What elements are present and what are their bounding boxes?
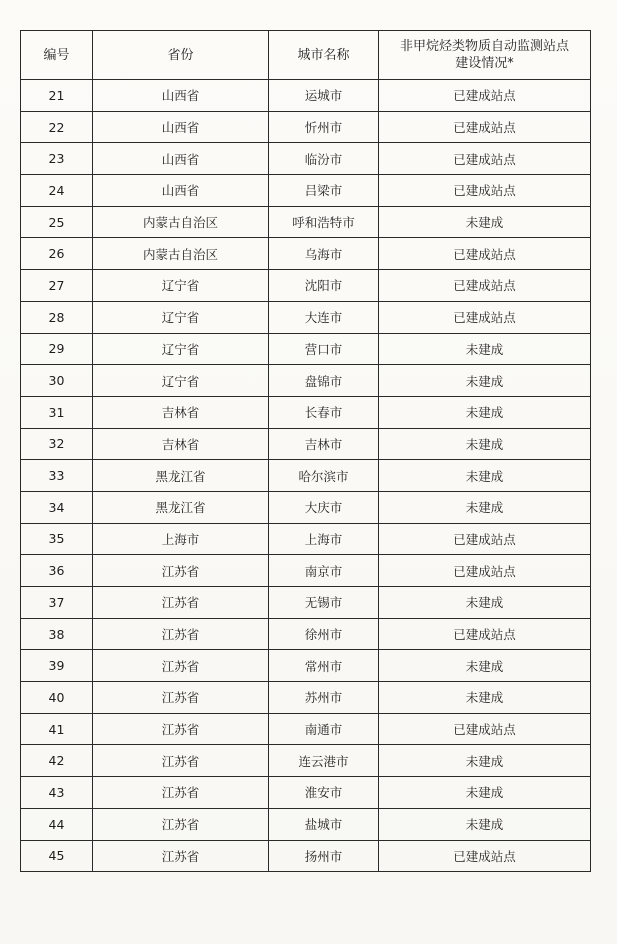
row-province-cell: 山西省 <box>93 80 269 112</box>
row-no-cell: 34 <box>21 491 93 523</box>
table-row <box>21 682 591 714</box>
table-row <box>21 745 591 777</box>
row-city-cell: 盐城市 <box>269 808 379 840</box>
table-row <box>21 491 591 523</box>
row-status-cell: 未建成 <box>379 365 591 397</box>
row-status-cell: 已建成站点 <box>379 80 591 112</box>
table-row <box>21 396 591 428</box>
row-no-cell: 35 <box>21 523 93 555</box>
row-status-cell: 未建成 <box>379 682 591 714</box>
row-city-cell: 营口市 <box>269 333 379 365</box>
header-city: 城市名称 <box>269 31 379 80</box>
row-province-cell: 江苏省 <box>93 745 269 777</box>
row-province-cell: 辽宁省 <box>93 365 269 397</box>
row-no-cell: 23 <box>21 143 93 175</box>
row-no-cell: 25 <box>21 206 93 238</box>
row-status-cell: 未建成 <box>379 777 591 809</box>
row-no-cell: 28 <box>21 301 93 333</box>
row-city-cell: 呼和浩特市 <box>269 206 379 238</box>
row-province-cell: 江苏省 <box>93 713 269 745</box>
row-status-cell: 未建成 <box>379 428 591 460</box>
row-city-cell: 大庆市 <box>269 491 379 523</box>
header-status <box>379 31 591 80</box>
row-status-cell: 未建成 <box>379 745 591 777</box>
row-status-cell: 未建成 <box>379 333 591 365</box>
row-province-cell: 辽宁省 <box>93 270 269 302</box>
row-city-cell: 徐州市 <box>269 618 379 650</box>
row-city-cell: 吕梁市 <box>269 175 379 207</box>
header-row <box>21 31 591 80</box>
row-no-cell: 36 <box>21 555 93 587</box>
row-city-cell: 临汾市 <box>269 143 379 175</box>
table-row <box>21 840 591 872</box>
row-no-cell: 24 <box>21 175 93 207</box>
row-no-cell: 30 <box>21 365 93 397</box>
row-status-cell: 未建成 <box>379 460 591 492</box>
table-row <box>21 270 591 302</box>
table-row <box>21 175 591 207</box>
row-no-cell: 29 <box>21 333 93 365</box>
table-body <box>21 80 591 872</box>
row-city-cell: 常州市 <box>269 650 379 682</box>
table-row <box>21 238 591 270</box>
row-province-cell: 山西省 <box>93 175 269 207</box>
row-city-cell: 盘锦市 <box>269 365 379 397</box>
table-row <box>21 143 591 175</box>
table-row <box>21 111 591 143</box>
row-no-cell: 37 <box>21 587 93 619</box>
row-status-cell: 未建成 <box>379 650 591 682</box>
row-no-cell: 40 <box>21 682 93 714</box>
row-city-cell: 扬州市 <box>269 840 379 872</box>
row-city-cell: 南京市 <box>269 555 379 587</box>
row-city-cell: 苏州市 <box>269 682 379 714</box>
table-row <box>21 650 591 682</box>
row-province-cell: 江苏省 <box>93 555 269 587</box>
row-province-cell: 山西省 <box>93 143 269 175</box>
row-province-cell: 上海市 <box>93 523 269 555</box>
row-province-cell: 内蒙古自治区 <box>93 238 269 270</box>
row-city-cell: 无锡市 <box>269 587 379 619</box>
row-status-cell: 已建成站点 <box>379 238 591 270</box>
row-city-cell: 大连市 <box>269 301 379 333</box>
row-status-cell: 已建成站点 <box>379 301 591 333</box>
row-province-cell: 山西省 <box>93 111 269 143</box>
row-no-cell: 22 <box>21 111 93 143</box>
row-status-cell: 已建成站点 <box>379 523 591 555</box>
row-status-cell: 已建成站点 <box>379 270 591 302</box>
row-no-cell: 44 <box>21 808 93 840</box>
row-status-cell: 已建成站点 <box>379 175 591 207</box>
row-status-cell: 未建成 <box>379 396 591 428</box>
row-no-cell: 32 <box>21 428 93 460</box>
table-row <box>21 618 591 650</box>
row-city-cell: 上海市 <box>269 523 379 555</box>
row-province-cell: 江苏省 <box>93 650 269 682</box>
table-row <box>21 428 591 460</box>
row-no-cell: 33 <box>21 460 93 492</box>
row-no-cell: 41 <box>21 713 93 745</box>
row-city-cell: 南通市 <box>269 713 379 745</box>
table-row <box>21 713 591 745</box>
row-city-cell: 乌海市 <box>269 238 379 270</box>
table-row <box>21 206 591 238</box>
row-province-cell: 吉林省 <box>93 396 269 428</box>
monitoring-station-table <box>20 30 591 872</box>
row-province-cell: 江苏省 <box>93 808 269 840</box>
row-city-cell: 淮安市 <box>269 777 379 809</box>
row-province-cell: 内蒙古自治区 <box>93 206 269 238</box>
row-city-cell: 忻州市 <box>269 111 379 143</box>
row-province-cell: 江苏省 <box>93 587 269 619</box>
row-status-cell: 已建成站点 <box>379 143 591 175</box>
row-no-cell: 45 <box>21 840 93 872</box>
row-province-cell: 江苏省 <box>93 682 269 714</box>
row-province-cell: 辽宁省 <box>93 301 269 333</box>
table-row <box>21 587 591 619</box>
header-no: 编号 <box>21 31 93 80</box>
row-status-cell: 未建成 <box>379 206 591 238</box>
row-status-cell: 已建成站点 <box>379 840 591 872</box>
row-province-cell: 江苏省 <box>93 840 269 872</box>
row-status-cell: 已建成站点 <box>379 618 591 650</box>
header-status-line2: 建设情况* <box>455 56 514 71</box>
table-row <box>21 555 591 587</box>
header-province: 省份 <box>93 31 269 80</box>
row-province-cell: 黑龙江省 <box>93 491 269 523</box>
row-status-cell: 未建成 <box>379 587 591 619</box>
row-status-cell: 未建成 <box>379 491 591 523</box>
row-status-cell: 已建成站点 <box>379 111 591 143</box>
row-city-cell: 吉林市 <box>269 428 379 460</box>
row-province-cell: 江苏省 <box>93 777 269 809</box>
row-no-cell: 21 <box>21 80 93 112</box>
row-province-cell: 江苏省 <box>93 618 269 650</box>
table-row <box>21 301 591 333</box>
table-header <box>21 31 591 80</box>
row-city-cell: 连云港市 <box>269 745 379 777</box>
row-no-cell: 38 <box>21 618 93 650</box>
row-status-cell: 已建成站点 <box>379 555 591 587</box>
row-city-cell: 沈阳市 <box>269 270 379 302</box>
table-row <box>21 777 591 809</box>
table-row <box>21 523 591 555</box>
row-city-cell: 哈尔滨市 <box>269 460 379 492</box>
table-row <box>21 460 591 492</box>
row-no-cell: 26 <box>21 238 93 270</box>
row-city-cell: 运城市 <box>269 80 379 112</box>
row-no-cell: 43 <box>21 777 93 809</box>
row-status-cell: 未建成 <box>379 808 591 840</box>
row-no-cell: 27 <box>21 270 93 302</box>
table-row <box>21 808 591 840</box>
row-city-cell: 长春市 <box>269 396 379 428</box>
row-no-cell: 31 <box>21 396 93 428</box>
table-row <box>21 365 591 397</box>
row-province-cell: 吉林省 <box>93 428 269 460</box>
table-row <box>21 80 591 112</box>
table-row <box>21 333 591 365</box>
row-no-cell: 39 <box>21 650 93 682</box>
row-province-cell: 黑龙江省 <box>93 460 269 492</box>
row-no-cell: 42 <box>21 745 93 777</box>
row-status-cell: 已建成站点 <box>379 713 591 745</box>
row-province-cell: 辽宁省 <box>93 333 269 365</box>
header-status-line1: 非甲烷烃类物质自动监测站点 <box>399 39 569 54</box>
